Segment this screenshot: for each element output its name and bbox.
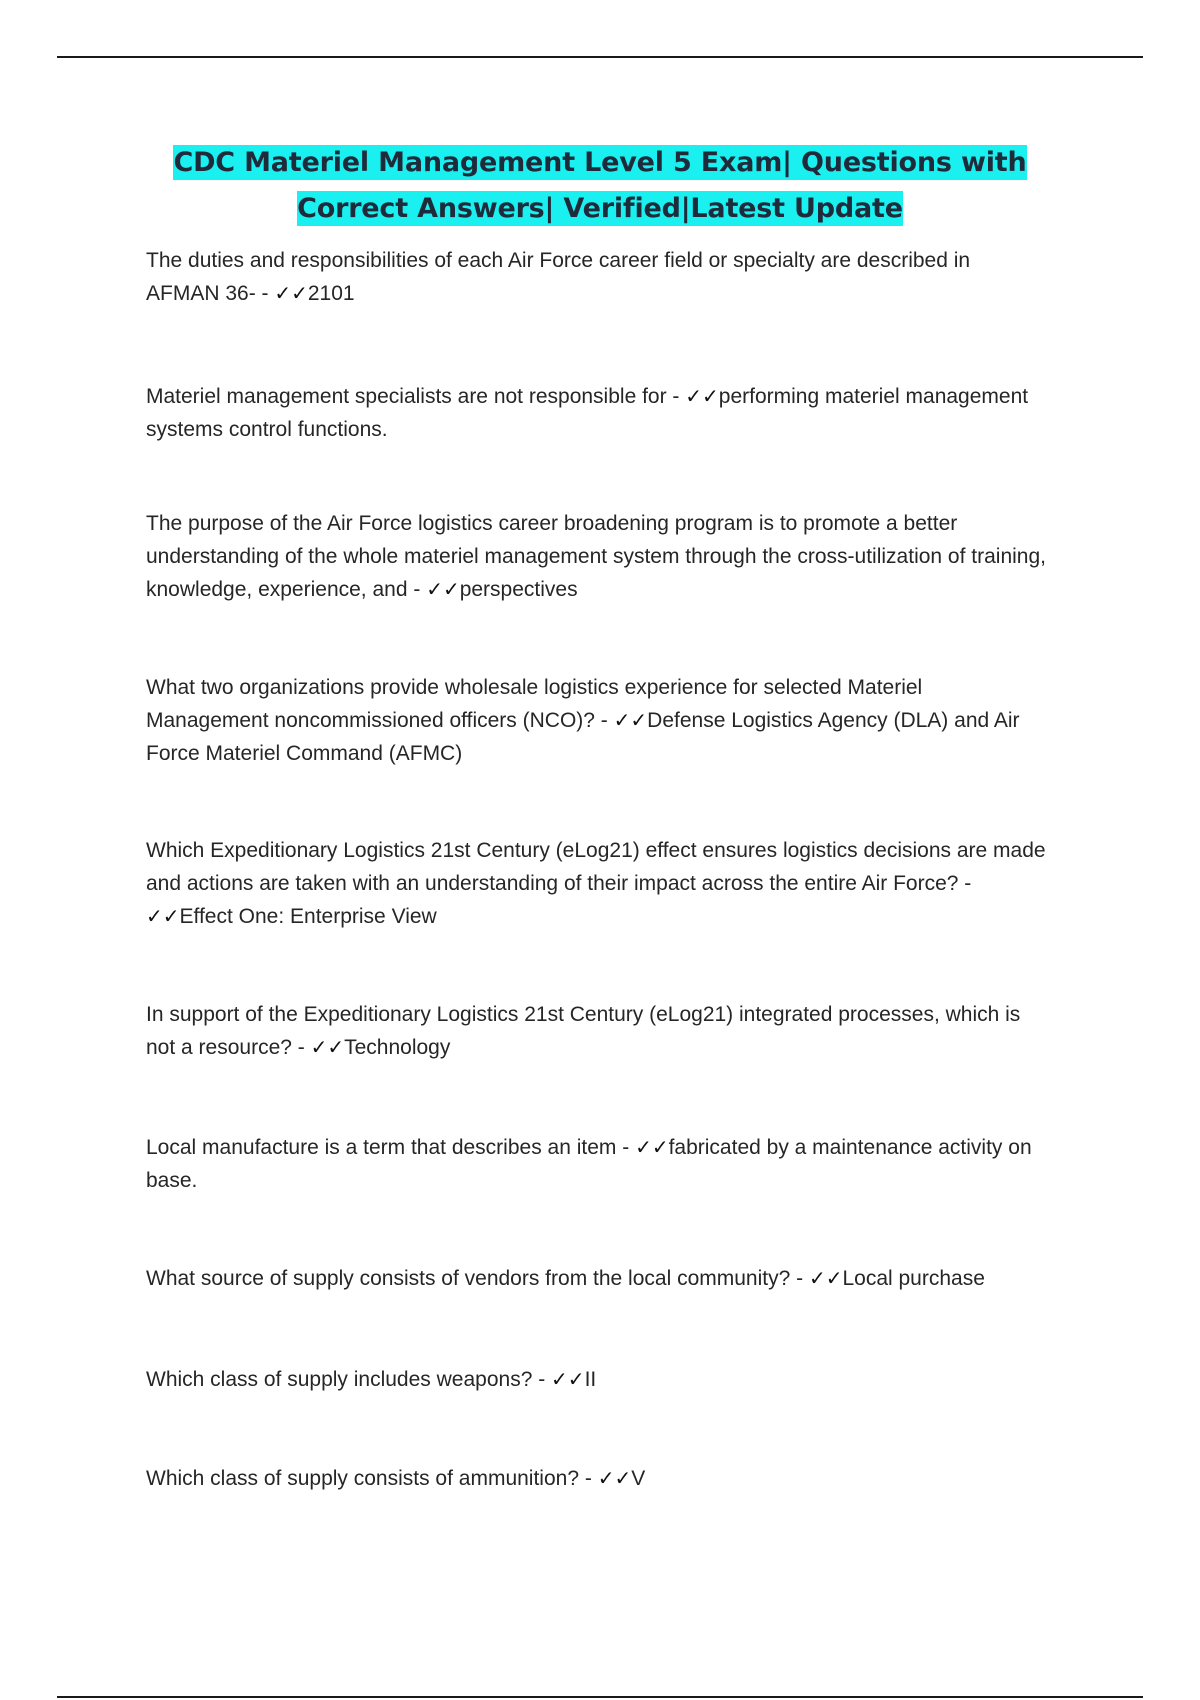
qa-item xyxy=(146,244,1046,310)
double-check-icon: ✓✓ xyxy=(274,281,308,305)
separator: - xyxy=(594,709,614,732)
footer-rule xyxy=(57,1696,1143,1698)
answer-text: Technology xyxy=(344,1036,451,1059)
question-text: Which class of supply includes weapons? xyxy=(146,1368,533,1391)
question-text: Local manufacture is a term that describes an item xyxy=(146,1136,617,1159)
answer-text: II xyxy=(584,1368,597,1391)
question-text: What source of supply consists of vendors from the local community? xyxy=(146,1267,791,1290)
separator: - xyxy=(790,1267,809,1290)
double-check-icon: ✓✓ xyxy=(685,384,719,408)
answer-text: 2101 xyxy=(307,282,355,305)
document-title-block xyxy=(140,142,1060,234)
answer-text: perspectives xyxy=(459,578,578,601)
separator: - xyxy=(616,1136,636,1159)
double-check-icon: ✓✓ xyxy=(310,1035,345,1059)
answer-text: Defense Logistics Agency (DLA) and Air Force Materiel Command (AFMC) xyxy=(146,709,1020,765)
document-title xyxy=(173,145,1026,226)
question-text: The duties and responsibilities of each Air Force career field or specialty are described in AFMAN 36- xyxy=(146,249,971,305)
answer-text: fabricated by a maintenance activity on base. xyxy=(146,1136,1032,1192)
answer-text: V xyxy=(631,1467,646,1490)
separator: - xyxy=(407,578,427,601)
separator: - xyxy=(958,872,972,895)
qa-item xyxy=(146,1363,1046,1396)
separator: - xyxy=(666,385,686,408)
double-check-icon: ✓✓ xyxy=(426,577,460,601)
separator: - xyxy=(255,282,275,305)
qa-item xyxy=(146,380,1046,446)
question-text: The purpose of the Air Force logistics career broadening program is to promote a better understanding of the whole materiel management system through the cross-utilization of training, knowledge, experience, and xyxy=(146,512,1046,601)
answer-text: Local purchase xyxy=(842,1267,985,1290)
qa-item xyxy=(146,998,1046,1064)
qa-item xyxy=(146,1262,1046,1295)
double-check-icon: ✓✓ xyxy=(551,1367,585,1391)
double-check-icon: ✓✓ xyxy=(635,1135,669,1159)
qa-item xyxy=(146,1131,1046,1197)
question-text: What two organizations provide wholesale logistics experience for selected Materiel Management noncommissioned officers (NCO)? xyxy=(146,676,923,732)
question-text: Materiel management specialists are not responsible for xyxy=(146,385,667,408)
double-check-icon: ✓✓ xyxy=(808,1266,843,1290)
title-highlight: CDC Materiel Management Level 5 Exam| Questions with Correct Answers| Verified|Latest Update xyxy=(173,147,1027,224)
answer-text: performing materiel management systems control functions. xyxy=(146,385,1029,441)
double-check-icon: ✓✓ xyxy=(613,708,648,732)
header-rule xyxy=(57,56,1143,58)
qa-item xyxy=(146,507,1046,606)
qa-item xyxy=(146,834,1046,933)
double-check-icon: ✓✓ xyxy=(146,904,180,928)
question-text: Which Expeditionary Logistics 21st Century (eLog21) effect ensures logistics decisions are made and actions are taken with an understanding of their impact across the entire Air Force? xyxy=(146,839,1046,895)
separator: - xyxy=(532,1368,552,1391)
qa-item xyxy=(146,1462,1046,1495)
separator: - xyxy=(579,1467,598,1490)
question-text: In support of the Expeditionary Logistics 21st Century (eLog21) integrated processes, which is not a resource? xyxy=(146,1003,1021,1059)
separator: - xyxy=(291,1036,311,1059)
question-text: Which class of supply consists of ammunition? xyxy=(146,1467,580,1490)
answer-text: Effect One: Enterprise View xyxy=(179,905,437,928)
qa-item xyxy=(146,671,1046,770)
double-check-icon: ✓✓ xyxy=(597,1466,632,1490)
